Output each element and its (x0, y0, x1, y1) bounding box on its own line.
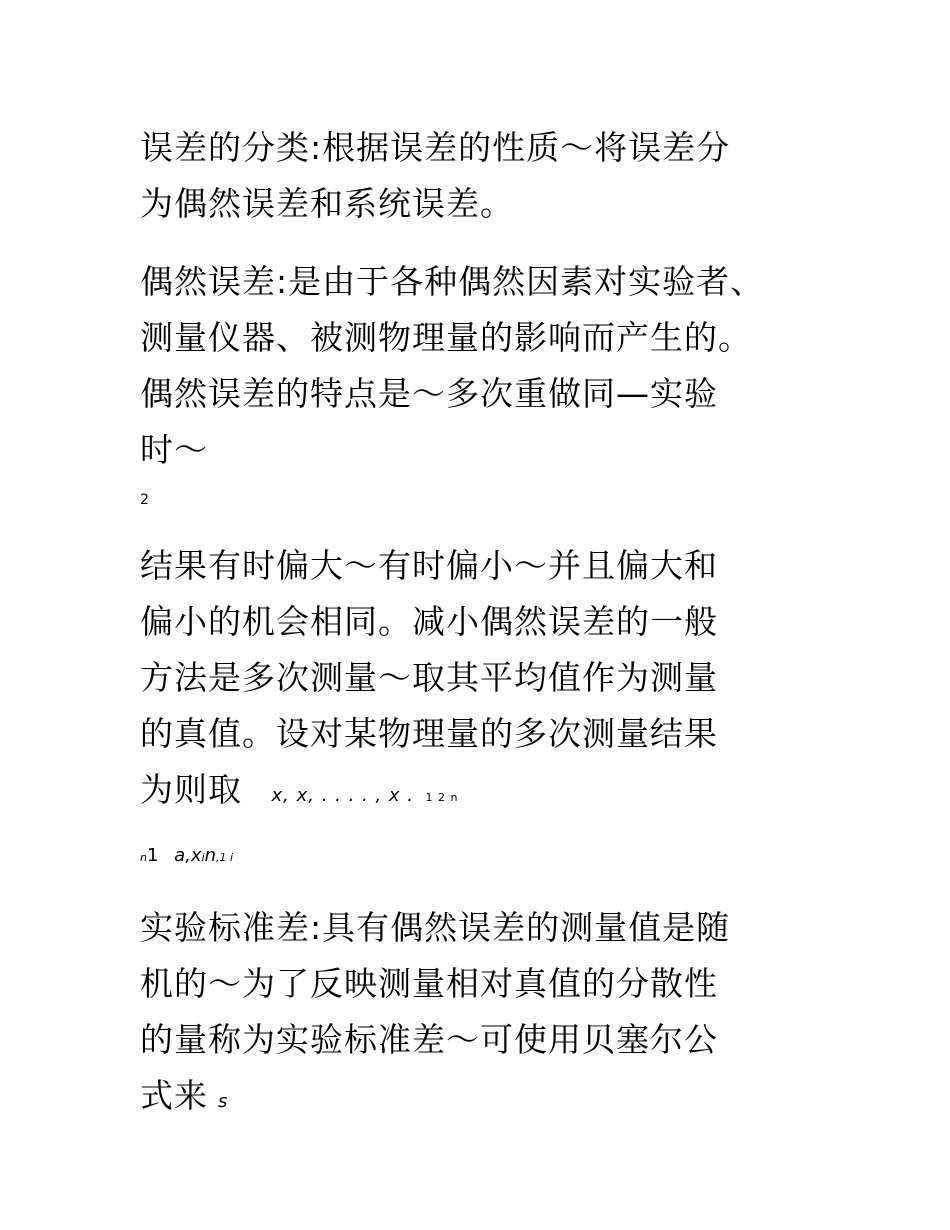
paragraph-4-line-3: 的量称为实验标准差～可使用贝塞尔公 (140, 1020, 718, 1059)
paragraph-3-line-5-text: 为则取 (140, 770, 242, 809)
paragraph-3-line-3: 方法是多次测量～取其平均值作为测量 (140, 658, 718, 697)
mean-formula (140, 846, 233, 868)
formula-e: n (204, 845, 217, 866)
measurement-sequence: x, x, . . . . , x . (271, 785, 415, 806)
paragraph-3-line-2: 偏小的机会相同。减小偶然误差的一般 (140, 602, 718, 641)
paragraph-4-line-4 (140, 1076, 228, 1122)
paragraph-2-line-2: 测量仪器、被测物理量的影响而产生的。 (140, 318, 752, 357)
formula-c: a,x (174, 845, 202, 866)
stddev-symbol: s (218, 1091, 229, 1112)
paragraph-1-line-2: 为偶然误差和系统误差。 (140, 184, 514, 223)
formula-a: n (140, 851, 147, 864)
formula-f: ,1 i (216, 851, 234, 864)
page-marker: 2 (140, 492, 149, 508)
paragraph-3-line-5 (140, 770, 458, 818)
paragraph-1-line-1: 误差的分类:根据误差的性质～将误差分 (140, 128, 731, 167)
paragraph-3-line-4: 的真值。设对某物理量的多次测量结果 (140, 714, 718, 753)
paragraph-4-line-4-text: 式来 (140, 1076, 208, 1115)
formula-b: 1 (146, 845, 159, 866)
paragraph-4-line-2: 机的～为了反映测量相对真值的分散性 (140, 964, 718, 1003)
paragraph-2-line-3: 偶然误差的特点是～多次重做同—实验 (140, 374, 718, 413)
paragraph-2-line-4: 时～ (140, 430, 208, 469)
paragraph-4-line-1: 实验标准差:具有偶然误差的测量值是随 (140, 908, 731, 947)
measurement-subscripts: 1 2 n (425, 791, 459, 804)
paragraph-3-line-1: 结果有时偏大～有时偏小～并且偏大和 (140, 546, 718, 585)
formula-d: i (201, 851, 205, 864)
paragraph-2-line-1: 偶然误差:是由于各种偶然因素对实验者、 (140, 262, 765, 301)
